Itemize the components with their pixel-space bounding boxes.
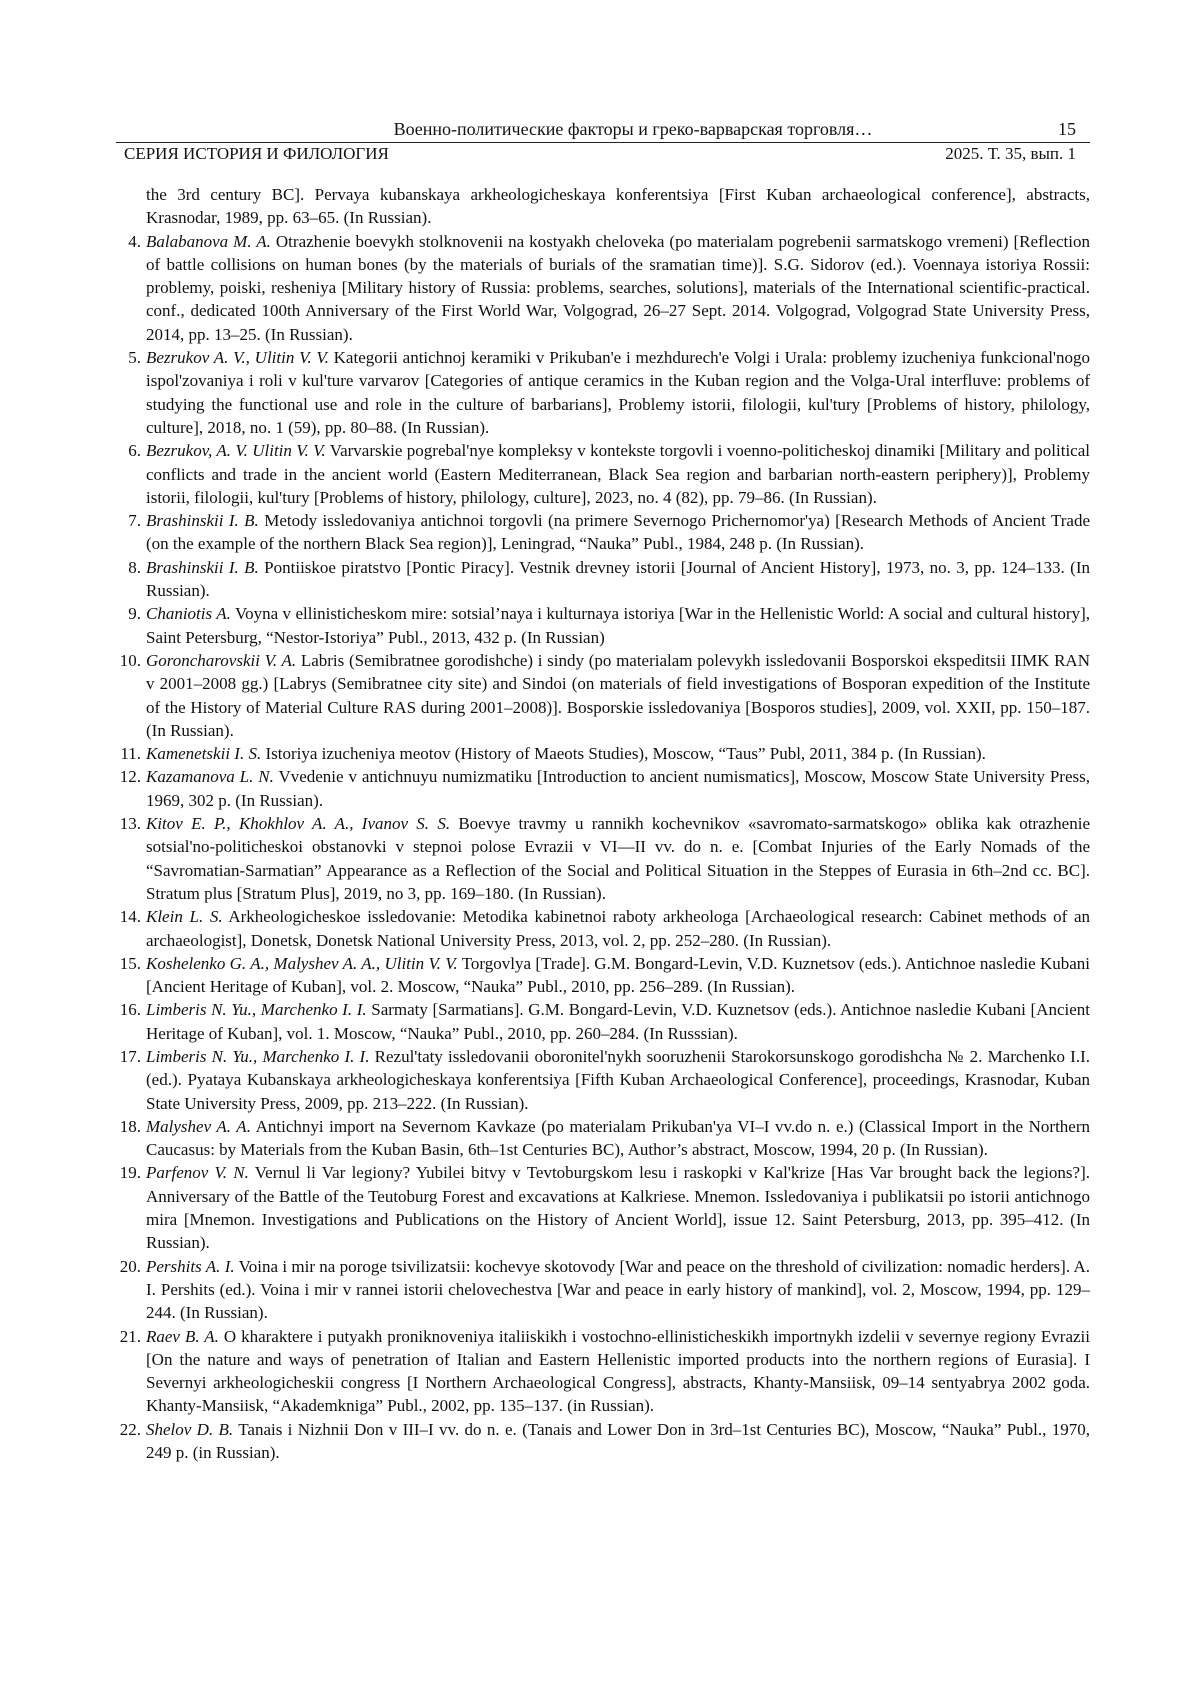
reference-text: Pontiiskoe piratstvo [Pontic Piracy]. Vestnik drevney istorii [Journal of Ancient History], 1973, no. 3, pp. 124–133. (In Russian). (146, 558, 1090, 600)
reference-number: 17. (116, 1045, 146, 1115)
reference-text: Varvarskie pogrebal'nye kompleksy v kontekste torgovli i voenno-politicheskoj dinamiki [Military and political conflicts and trade in the ancient world (Eastern Mediterranean, Black Sea region and barbarian north-eastern periphery)], Problemy istorii, filologii, kul'tury [Problems of history, philology, culture], 2023, no. 4 (82), pp. 79–86. (In Russian). (146, 441, 1090, 507)
reference-body (146, 952, 1090, 999)
reference-text: Boevye travmy u rannikh kochevnikov «savromato-sarmatskogo» oblika kak otrazhenie sotsial'no-politicheskoi obstanovki v stepnoi polose Evrazii v VI—II vv. do n. e. [Combat Injuries of the Early Nomads of the “Savromatian-Sarmatian” Appearance as a Reflection of the Social and Political Situation in the Steppes of Eurasia in 6th–2nd cc. BC]. Stratum plus [Stratum Plus], 2019, no 3, pp. 169–180. (In Russian). (146, 814, 1090, 903)
reference-item (116, 346, 1090, 439)
reference-number: 4. (116, 230, 146, 346)
reference-number: 22. (116, 1418, 146, 1465)
reference-authors: Bezrukov, A. V. Ulitin V. V. (146, 441, 326, 460)
reference-text: Kategorii antichnoj keramiki v Prikuban'e i mezhdurech'e Volgi i Urala: problemy izucheniya funkcional'nogo ispol'zovaniya i roli v kul'ture varvarov [Categories of antique ceramics in the Kuban region and the Volga-Ural interfluve: problems of studying the functional use and role in the culture of barbarians], Problemy istorii, filologii, kul'tury [Problems of history, philology, culture], 2018, no. 1 (59), pp. 80–88. (In Russian). (146, 348, 1090, 437)
reference-number: 20. (116, 1255, 146, 1325)
reference-item (116, 998, 1090, 1045)
reference-authors: Balabanova M. A. (146, 232, 271, 251)
reference-item (116, 1115, 1090, 1162)
reference-item (116, 952, 1090, 999)
reference-continuation: the 3rd century BC]. Pervaya kubanskaya arkheologicheskaya konferentsiya [First Kuban archaeological conference], abstracts, Krasnodar, 1989, pp. 63–65. (In Russian). (116, 183, 1090, 230)
reference-number: 10. (116, 649, 146, 742)
reference-body (146, 765, 1090, 812)
reference-number: 14. (116, 905, 146, 952)
reference-authors: Shelov D. B. (146, 1420, 233, 1439)
reference-number: 11. (116, 742, 146, 765)
reference-body (146, 1115, 1090, 1162)
reference-text: O kharaktere i putyakh proniknoveniya italiiskikh i vostochno-ellinisticheskikh importnykh izdelii v severnye regiony Evrazii [On the nature and ways of penetration of Italian and Eastern Hellenistic imported products into the northern regions of Eurasia]. I Severnyi arkheologicheskii congress [I Northern Archaeological Congress], abstracts, Khanty-Mansiisk, 09–14 sentyabrya 2002 goda. Khanty-Mansiisk, “Akademkniga” Publ., 2002, pp. 135–137. (in Russian). (146, 1327, 1090, 1416)
series-line (116, 143, 1090, 165)
reference-text: Metody issledovaniya antichnoi torgovli (na primere Severnogo Prichernomor'ya) [Research Methods of Ancient Trade (on the example of the northern Black Sea region)], Leningrad, “Nauka” Publ., 1984, 248 p. (In Russian). (146, 511, 1090, 553)
reference-authors: Bezrukov A. V., Ulitin V. V. (146, 348, 329, 367)
reference-item (116, 1045, 1090, 1115)
reference-body (146, 812, 1090, 905)
reference-item (116, 1325, 1090, 1418)
reference-authors: Limberis N. Yu., Marchenko I. I. (146, 1047, 369, 1066)
reference-body (146, 1418, 1090, 1465)
reference-body (146, 509, 1090, 556)
reference-item (116, 230, 1090, 346)
reference-body (146, 998, 1090, 1045)
reference-item (116, 1418, 1090, 1465)
reference-authors: Kazamanova L. N. (146, 767, 274, 786)
reference-text: Voina i mir na poroge tsivilizatsii: kochevye skotovody [War and peace on the threshold of civilization: nomadic herders]. A. I. Pershits (ed.). Voina i mir v rannei istorii chelovechestva [War and peace in early history of mankind], vol. 2, Moscow, 1994, pp. 129–244. (In Russian). (146, 1257, 1090, 1323)
reference-text: Istoriya izucheniya meotov (History of Maeots Studies), Moscow, “Taus” Publ, 2011, 384 p. (In Russian). (261, 744, 986, 763)
reference-body (146, 905, 1090, 952)
reference-item (116, 812, 1090, 905)
reference-text: Antichnyi import na Severnom Kavkaze (po materialam Prikuban'ya VI–I vv.do n. e.) (Classical Import in the Northern Caucasus: by Materials from the Kuban Basin, 6th–1st Centuries BC), Author’s abstract, Moscow, 1994, 20 p. (In Russian). (146, 1117, 1090, 1159)
reference-body (146, 649, 1090, 742)
reference-number: 12. (116, 765, 146, 812)
reference-authors: Malyshev A. A. (146, 1117, 251, 1136)
running-title: Военно-политические факторы и греко-варварская торговля… (116, 118, 1090, 140)
reference-item (116, 765, 1090, 812)
reference-body (146, 742, 1090, 765)
reference-number: 8. (116, 556, 146, 603)
reference-number: 6. (116, 439, 146, 509)
reference-list (116, 183, 1090, 1464)
reference-body (146, 230, 1090, 346)
reference-number: 5. (116, 346, 146, 439)
page (116, 118, 1090, 1464)
reference-number: 21. (116, 1325, 146, 1418)
reference-item (116, 509, 1090, 556)
reference-item (116, 1161, 1090, 1254)
reference-authors: Brashinskii I. B. (146, 558, 259, 577)
reference-authors: Pershits A. I. (146, 1257, 235, 1276)
reference-body (146, 556, 1090, 603)
reference-authors: Limberis N. Yu., Marchenko I. I. (146, 1000, 367, 1019)
reference-body (146, 346, 1090, 439)
reference-text: Otrazhenie boevykh stolknovenii na kostyakh cheloveka (po materialam pogrebenii sarmatskogo vremeni) [Reflection of battle collisions on human bones (by the materials of burials of the sramatian time)]. S.G. Sidorov (ed.). Voennaya istoriya Rossii: problemy, poiski, resheniya [Military history of Russia: problems, searches, solutions], materials of the International scientific-practical. conf., dedicated 100th Anniversary of the First World War, Volgograd, 26–27 Sept. 2014. Volgograd, Volgograd State University Press, 2014, pp. 13–25. (In Russian). (146, 232, 1090, 344)
reference-text: Tanais i Nizhnii Don v III–I vv. do n. e. (Tanais and Lower Don in 3rd–1st Centuries BC), Moscow, “Nauka” Publ., 1970, 249 p. (in Russian). (146, 1420, 1090, 1462)
reference-authors: Kitov E. P., Khokhlov A. A., Ivanov S. S. (146, 814, 450, 833)
journal-series: СЕРИЯ ИСТОРИЯ И ФИЛОЛОГИЯ (124, 143, 389, 165)
reference-text: Vvedenie v antichnuyu numizmatiku [Introduction to ancient numismatics], Moscow, Moscow State University Press, 1969, 302 p. (In Russian). (146, 767, 1090, 809)
reference-body (146, 439, 1090, 509)
reference-text: Arkheologicheskoe issledovanie: Metodika kabinetnoi raboty arkheologa [Archaeological research: Cabinet methods of an archaeologist], Donetsk, Donetsk National University Press, 2013, vol. 2, pp. 252–280. (In Russian). (146, 907, 1090, 949)
reference-item (116, 556, 1090, 603)
reference-item (116, 1255, 1090, 1325)
reference-text: Vernul li Var legiony? Yubilei bitvy v Tevtoburgskom lesu i raskopki v Kal'krize [Has Var brought back the legions?]. Anniversary of the Battle of the Teutoburg Forest and excavations at Kalkriese. Mnemon. Issledovaniya i publikatsii po istorii antichnogo mira [Mnemon. Investigations and Publications on the History of Ancient World], issue 12. Saint Petersburg, 2013, pp. 395–412. (In Russian). (146, 1163, 1090, 1252)
reference-number: 18. (116, 1115, 146, 1162)
running-head (116, 118, 1090, 140)
journal-volume: 2025. Т. 35, вып. 1 (945, 143, 1076, 165)
reference-item (116, 905, 1090, 952)
reference-item (116, 439, 1090, 509)
reference-body (146, 1325, 1090, 1418)
reference-authors: Raev B. A. (146, 1327, 219, 1346)
reference-items (116, 230, 1090, 1465)
reference-number: 13. (116, 812, 146, 905)
reference-text: Labris (Semibratnee gorodishche) i sindy (po materialam polevykh issledovanii Bosporskoi ekspeditsii IIMK RAN v 2001–2008 gg.) [Labrys (Semibratnee city site) and Sindoi (on materials of field investigations of Bosporan expedition of the Institute of the History of Material Culture RAS during 2001–2008)]. Bosporskie issledovaniya [Bosporos studies], 2009, vol. XXII, pp. 150–187. (In Russian). (146, 651, 1090, 740)
reference-item (116, 742, 1090, 765)
page-number: 15 (1058, 118, 1076, 140)
reference-number: 16. (116, 998, 146, 1045)
reference-item (116, 649, 1090, 742)
reference-body (146, 1161, 1090, 1254)
reference-authors: Chaniotis A. (146, 604, 231, 623)
reference-text: Voyna v ellinisticheskom mire: sotsial’naya i kulturnaya istoriya [War in the Hellenistic World: A social and cultural history], Saint Petersburg, “Nestor-Istoriya” Publ., 2013, 432 p. (In Russian) (146, 604, 1090, 646)
reference-text: Torgovlya [Trade]. G.M. Bongard-Levin, V.D. Kuznetsov (eds.). Antichnoe nasledie Kubani [Ancient Heritage of Kuban], vol. 2. Moscow, “Nauka” Publ., 2010, pp. 256–289. (In Russian). (146, 954, 1090, 996)
reference-authors: Brashinskii I. B. (146, 511, 259, 530)
reference-item (116, 602, 1090, 649)
reference-number: 19. (116, 1161, 146, 1254)
reference-body (146, 1045, 1090, 1115)
reference-authors: Koshelenko G. A., Malyshev A. A., Ulitin V. V. (146, 954, 458, 973)
reference-number: 9. (116, 602, 146, 649)
reference-number: 15. (116, 952, 146, 999)
reference-authors: Kamenetskii I. S. (146, 744, 261, 763)
reference-body (146, 1255, 1090, 1325)
reference-body (146, 602, 1090, 649)
reference-authors: Goroncharovskii V. A. (146, 651, 296, 670)
reference-text: Sarmaty [Sarmatians]. G.M. Bongard-Levin, V.D. Kuznetsov (eds.). Antichnoe nasledie Kubani [Ancient Heritage of Kuban], vol. 1. Moscow, “Nauka” Publ., 2010, pp. 260–284. (In Russsian). (146, 1000, 1090, 1042)
reference-number: 7. (116, 509, 146, 556)
reference-text: Rezul'taty issledovanii oboronitel'nykh sooruzhenii Starokorsunskogo gorodishcha № 2. Marchenko I.I. (ed.). Pyataya Kubanskaya arkheologicheskaya konferentsiya [Fifth Kuban Archaeological Conference], proceedings, Krasnodar, Kuban State University Press, 2009, pp. 213–222. (In Russian). (146, 1047, 1090, 1113)
reference-authors: Parfenov V. N. (146, 1163, 249, 1182)
reference-authors: Klein L. S. (146, 907, 223, 926)
